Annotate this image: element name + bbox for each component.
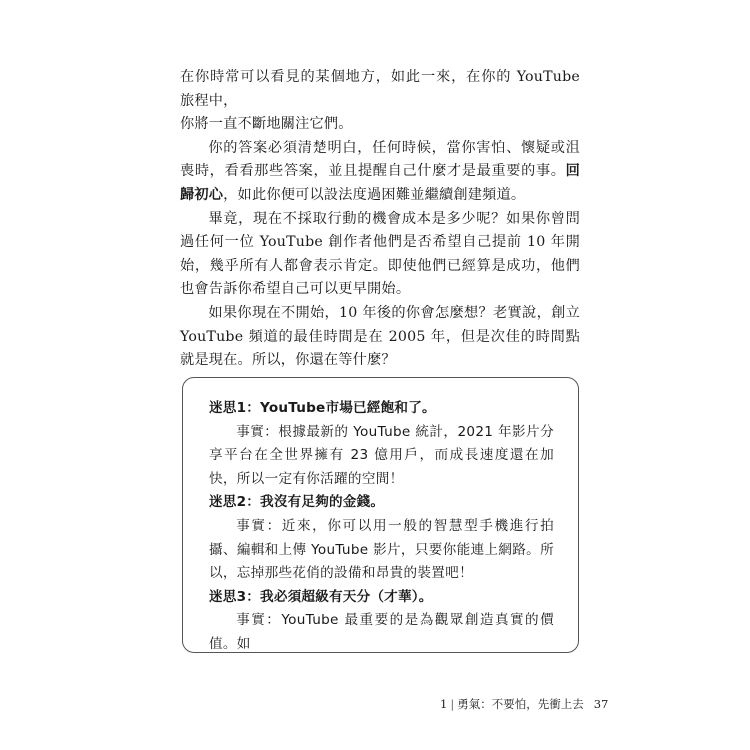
paragraph-3: 畢竟，現在不採取行動的機會成本是多少呢？如果你曾問過任何一位 YouTube 創作者他們是否希望自己提前 10 年開始，幾乎所有人都會表示肯定。即使他們已經算是成功，他們也會告訴你希望自己可以更早開始。 <box>180 210 580 298</box>
running-footer <box>440 696 609 712</box>
paragraph-2-text-b: ，如此你便可以設法度過困難並繼續創建頻道。 <box>223 186 526 203</box>
page-number: 37 <box>593 697 609 711</box>
myth-3-fact: 事實：YouTube 最重要的是為觀眾創造真實的價值。如 <box>209 612 554 652</box>
chapter-title: 勇氣：不要怕，先衝上去 <box>457 697 584 711</box>
myth-2-heading: 迷思2：我沒有足夠的金錢。 <box>209 494 385 511</box>
myths-list <box>209 397 554 653</box>
myth-3-heading: 迷思3：我必須超級有天分（才華）。 <box>209 588 433 605</box>
myth-2-fact: 事實：近來，你可以用一般的智慧型手機進行拍攝、編輯和上傳 YouTube 影片，只要你能連上網路。所以，忘掉那些花俏的設備和昂貴的裝置吧！ <box>209 517 554 582</box>
myths-sidebar-box <box>182 377 579 653</box>
myth-1-fact: 事實：根據最新的 YouTube 統計，2021 年影片分享平台在全世界擁有 23 億用戶，而成長速度還在加快，所以一定有你活躍的空間！ <box>209 423 554 487</box>
footer-separator: | <box>450 697 455 711</box>
paragraph-continued <box>180 66 580 137</box>
paragraph-4: 如果你現在不開始，10 年後的你會怎麼想？老實說，創立 YouTube 頻道的最佳時間是在 2005 年，但是次佳的時間點就是現在。所以，你還在等什麼？ <box>180 304 580 369</box>
paragraph-1-line-1: 在你時常可以看見的某個地方，如此一來，在你的 YouTube 旅程中， <box>180 69 580 109</box>
paragraph-2 <box>180 137 580 208</box>
paragraph-2-text-a: 你的答案必須清楚明白，任何時候，當你害怕、懷疑或沮喪時，看看那些答案，並且提醒自己什麼才是最重要的事。 <box>180 139 580 180</box>
chapter-number: 1 <box>440 697 448 711</box>
myth-1-heading: 迷思1：YouTube市場已經飽和了。 <box>209 400 436 416</box>
main-text <box>180 66 580 373</box>
paragraph-2-bold-phrase: 回歸初心 <box>180 163 580 203</box>
paragraph-1-line-2: 你將一直不斷地關注它們。 <box>180 116 353 133</box>
